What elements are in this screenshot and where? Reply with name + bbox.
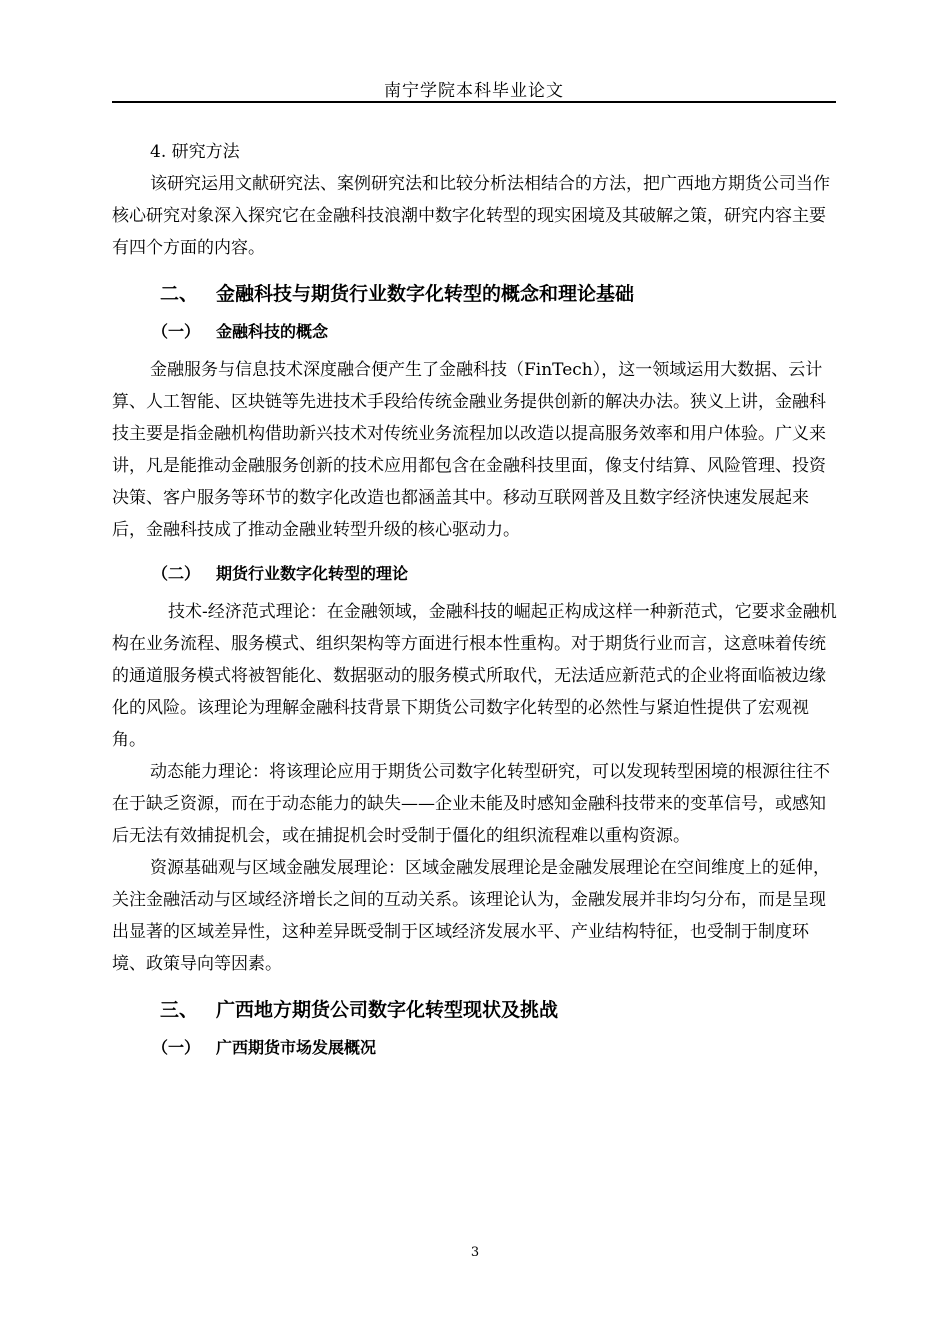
section-3-1-heading (112, 1032, 842, 1064)
page-header: 南宁学院本科毕业论文 (384, 81, 564, 101)
chapter-2-number: 二、 (160, 283, 199, 305)
chapter-2-heading (112, 278, 842, 310)
section-2-1-heading (112, 316, 842, 348)
section-2-2-number: （二） (152, 564, 201, 583)
section-2-2-heading (112, 558, 842, 590)
dynamic-capability-paragraph: 动态能力理论：将该理论应用于期货公司数字化转型研究，可以发现转型困境的根源往往不在于缺乏资源，而在于动态能力的缺失——企业未能及时感知金融科技带来的变革信号，或感知后无法有效捕捉机会，或在捕捉机会时受制于僵化的组织流程难以重构资源。 (112, 762, 830, 846)
document-body (112, 136, 842, 1070)
chapter-3-title: 广西地方期货公司数字化转型现状及挑战 (216, 999, 559, 1021)
chapter-2-title: 金融科技与期货行业数字化转型的概念和理论基础 (216, 283, 635, 305)
section-2-1-number: （一） (152, 322, 201, 341)
section-3-1-number: （一） (152, 1038, 201, 1057)
resource-based-paragraph: 资源基础观与区域金融发展理论：区域金融发展理论是金融发展理论在空间维度上的延伸，关注金融活动与区域经济增长之间的互动关系。该理论认为，金融发展并非均匀分布，而是呈现出显著的区域差异性，这种差异既受制于区域经济发展水平、产业结构特征，也受制于制度环境、政策导向等因素。 (112, 858, 830, 974)
fintech-paragraph: 金融服务与信息技术深度融合便产生了金融科技（FinTech），这一领域运用大数据、云计算、人工智能、区块链等先进技术手段给传统金融业务提供创新的解决办法。狭义上讲，金融科技主要是指金融机构借助新兴技术对传统业务流程加以改造以提高服务效率和用户体验。广义来讲，凡是能推动金融服务创新的技术应用都包含在金融科技里面，像支付结算、风险管理、投资决策、客户服务等环节的数字化改造也都涵盖其中。移动互联网普及且数字经济快速发展起来后，金融科技成了推动金融业转型升级的核心驱动力。 (112, 360, 826, 540)
method-paragraph: 该研究运用文献研究法、案例研究法和比较分析法相结合的方法，把广西地方期货公司当作核心研究对象深入探究它在金融科技浪潮中数字化转型的现实困境及其破解之策，研究内容主要有四个方面的内容。 (112, 174, 830, 258)
section-2-1-title: 金融科技的概念 (216, 322, 329, 341)
section-3-1-title: 广西期货市场发展概况 (216, 1038, 377, 1057)
chapter-3-heading (112, 994, 842, 1026)
page-number: 3 (470, 1245, 480, 1260)
chapter-3-number: 三、 (160, 999, 199, 1021)
tech-economic-paradigm-paragraph: 技术-经济范式理论：在金融领域，金融科技的崛起正构成这样一种新范式，它要求金融机构在业务流程、服务模式、组织架构等方面进行根本性重构。对于期货行业而言，这意味着传统的通道服务模式将被智能化、数据驱动的服务模式所取代，无法适应新范式的企业将面临被边缘化的风险。该理论为理解金融科技背景下期货公司数字化转型的必然性与紧迫性提供了宏观视角。 (112, 602, 837, 750)
section-2-2-title: 期货行业数字化转型的理论 (216, 564, 409, 583)
method-heading: 4. 研究方法 (150, 142, 240, 162)
header-divider (112, 101, 836, 103)
